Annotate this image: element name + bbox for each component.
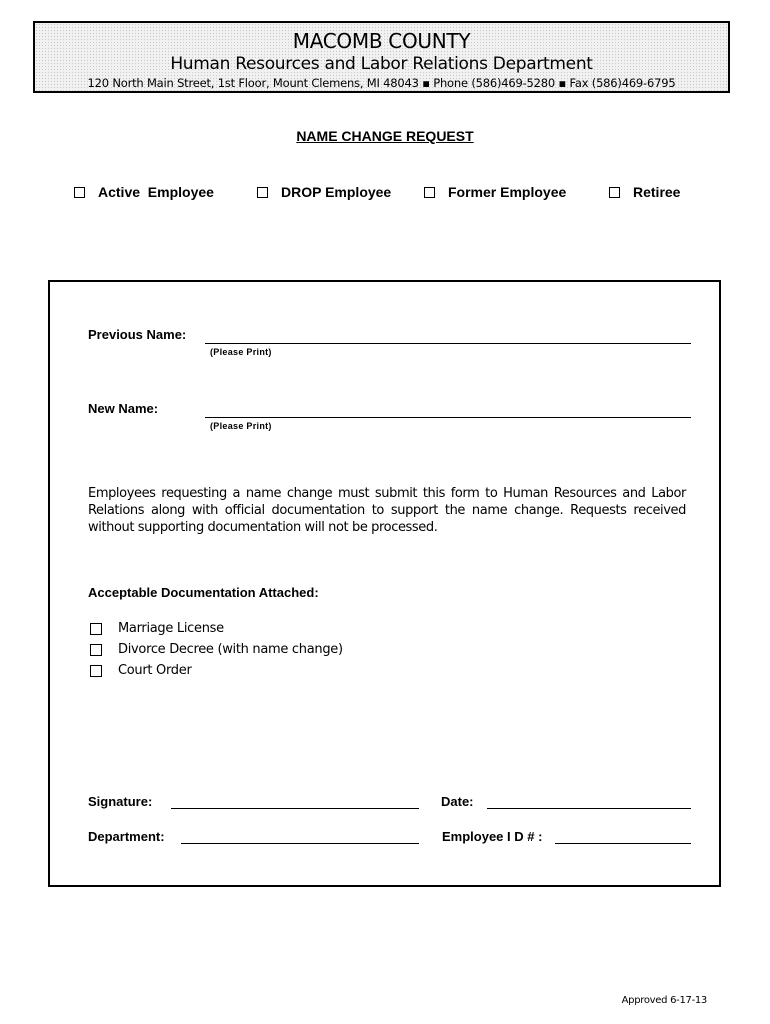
checkbox-former-employee[interactable] [424,187,435,198]
status-label: DROP Employee [281,184,392,200]
doc-marriage-license[interactable] [90,621,224,636]
employee-id-label: Employee I D # : [442,829,543,844]
new-name-field[interactable] [205,417,691,418]
department-address: 120 North Main Street, 1st Floor, Mount Clemens, MI 48043 ▪ Phone (586)469-5280 ▪ Fax (586)469-6795 [87,76,676,90]
checkbox-divorce-decree[interactable] [90,644,102,656]
instructions-text: Employees requesting a name change must submit this form to Human Resources and Labor Relations along with official documentation to support the name change. Requests received without supporting documentation will not be processed. [88,486,686,535]
form-body [48,280,721,887]
checkbox-retiree[interactable] [609,187,620,198]
doc-divorce-decree[interactable] [90,642,343,657]
previous-name-hint: (Please Print) [210,347,272,357]
new-name-label: New Name: [88,401,159,416]
checkbox-active-employee[interactable] [74,187,85,198]
form-title-wrap [0,128,770,144]
status-label: Retiree [633,184,681,200]
date-label: Date: [441,794,474,809]
status-label: Active Employee [98,184,214,200]
letterhead [33,21,730,93]
checkbox-marriage-license[interactable] [90,623,102,635]
previous-name-label: Previous Name: [88,327,187,342]
department-field[interactable] [181,843,419,844]
status-retiree[interactable] [609,184,680,200]
doc-label: Divorce Decree (with name change) [118,642,343,657]
department-label: Department: [88,829,165,844]
department-name: Human Resources and Labor Relations Department [170,54,593,74]
checkbox-court-order[interactable] [90,665,102,677]
documentation-heading: Acceptable Documentation Attached: [88,585,319,600]
form-title: NAME CHANGE REQUEST [296,128,474,144]
status-label: Former Employee [448,184,567,200]
status-former-employee[interactable] [424,184,566,200]
doc-label: Court Order [118,663,192,678]
employee-id-field[interactable] [555,843,691,844]
doc-court-order[interactable] [90,663,192,678]
county-name: MACOMB COUNTY [292,29,471,53]
approved-date: Approved 6-17-13 [621,995,707,1006]
signature-label: Signature: [88,794,153,809]
previous-name-field[interactable] [205,343,691,344]
signature-field[interactable] [171,808,419,809]
status-active-employee[interactable] [74,184,214,200]
status-drop-employee[interactable] [257,184,391,200]
checkbox-drop-employee[interactable] [257,187,268,198]
date-field[interactable] [487,808,691,809]
doc-label: Marriage License [118,621,224,636]
new-name-hint: (Please Print) [210,421,272,431]
